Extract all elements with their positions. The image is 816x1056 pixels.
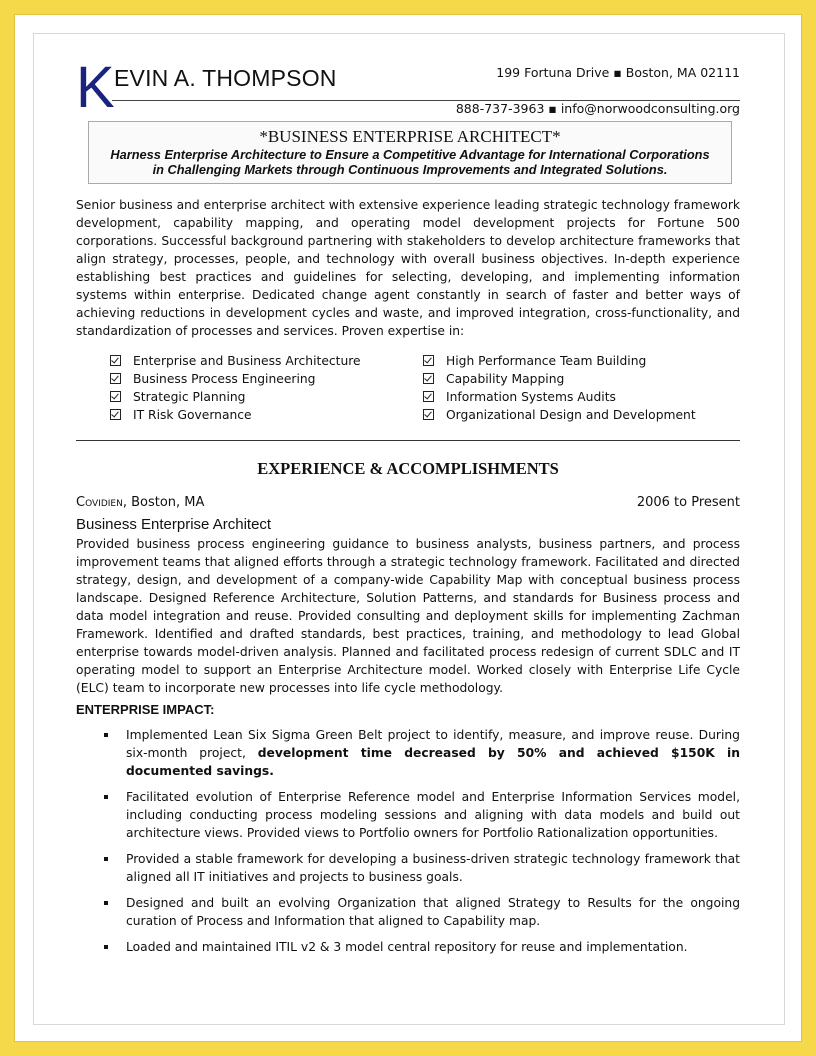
skill-item: Capability Mapping (423, 370, 564, 388)
skill-item: Business Process Engineering (110, 370, 315, 388)
headline-title: *BUSINESS ENTERPRISE ARCHITECT* (259, 127, 561, 146)
company-name: Covidien (76, 495, 123, 510)
section-divider (76, 440, 740, 441)
checkbox-icon (423, 391, 434, 402)
impact-heading: ENTERPRISE IMPACT: (76, 702, 215, 717)
resume-page (14, 14, 802, 1042)
checkbox-icon (110, 355, 121, 366)
company-location (76, 495, 204, 510)
tagline-line-2: in Challenging Markets through Continuous Improvements and Integrated Solutions. (152, 162, 668, 177)
impact-list (76, 726, 740, 956)
job-title: Business Enterprise Architect (76, 516, 272, 533)
skill-item: Information Systems Audits (423, 388, 616, 406)
skill-item: Organizational Design and Development (423, 406, 696, 424)
checkbox-icon (423, 355, 434, 366)
tagline-line-1: Harness Enterprise Architecture to Ensure a Competitive Advantage for International Corporations (110, 147, 710, 162)
skills-list (110, 352, 740, 424)
title-box (88, 121, 732, 184)
list-item: Designed and built an evolving Organization that aligned Strategy to Results for the ongoing curation of Process and Information that aligned to Capability map. (76, 894, 740, 930)
impact-highlight: development time decreased by 50% and achieved $150K in documented savings. (126, 746, 740, 778)
candidate-name: EVIN A. THOMPSON (114, 65, 337, 91)
contact-line: 888-737-3963 ▪ info@norwoodconsulting.org (455, 101, 740, 116)
checkbox-icon (110, 373, 121, 384)
resume-content (76, 55, 740, 964)
skill-item: Enterprise and Business Architecture (110, 352, 361, 370)
list-item: Loaded and maintained ITIL v2 & 3 model central repository for reuse and implementation. (76, 938, 740, 956)
name-initial: K (76, 55, 115, 120)
job-dates: 2006 to Present (636, 495, 740, 510)
list-item: Implemented Lean Six Sigma Green Belt project to identify, measure, and improve reuse. During six-month project, development time decreased by 50% and achieved $150K in documented savings. (76, 726, 740, 780)
resume-header (76, 55, 740, 121)
address-line: 199 Fortuna Drive ▪ Boston, MA 02111 (496, 65, 740, 80)
job-header (76, 495, 740, 515)
skill-item: High Performance Team Building (423, 352, 646, 370)
checkbox-icon (110, 391, 121, 402)
checkbox-icon (110, 409, 121, 420)
list-item: Provided a stable framework for developing a business-driven strategic technology framework that aligned all IT initiatives and projects to business goals. (76, 850, 740, 886)
checkbox-icon (423, 409, 434, 420)
skill-item: Strategic Planning (110, 388, 245, 406)
professional-summary: Senior business and enterprise architect with extensive experience leading strategic technology framework development, capability mapping, and operating model development projects for Fortune 500 corporations. Successful background partnering with stakeholders to develop architecture frameworks that align strategy, processes, people, and technology with overall business objectives. In-depth experience establishing best practices and guidelines for selecting, developing, and implementing information systems within enterprise. Dedicated change agent constantly in search of faster and better ways of achieving reductions in development cycles and waste, and improved integration, cross-functionality, and standardization of processes and services. Proven expertise in: (76, 198, 740, 338)
job-description: Provided business process engineering guidance to business analysts, business partners, and process improvement teams that aligned efforts through a strategic technology framework. Facilitated and directed strategy, design, and development of a company-wide Capability Map with conceptual business process landscape. Designed Reference Architecture, Solution Patterns, and standards for Business process and data model integration and reuse. Provided consulting and deployment skills for implementing Zachman Framework. Identified and drafted standards, best practices, training, and methodology to lead Global enterprise towards model-driven analysis. Planned and facilitated process redesign of current SDLC and IT operating model to support an Enterprise Architecture model. Worked closely with Enterprise Life Cycle (ELC) team to incorporate new processes into life cycle methodology. (76, 537, 740, 695)
checkbox-icon (423, 373, 434, 384)
experience-heading: EXPERIENCE & ACCOMPLISHMENTS (257, 459, 559, 478)
job-location: , Boston, MA (122, 495, 205, 510)
skill-item: IT Risk Governance (110, 406, 252, 424)
list-item: Facilitated evolution of Enterprise Reference model and Enterprise Information Services model, including conducting process modeling sessions and aligning with data models and build out architecture views. Provided views to Portfolio owners for Portfolio Rationalization opportunities. (76, 788, 740, 842)
